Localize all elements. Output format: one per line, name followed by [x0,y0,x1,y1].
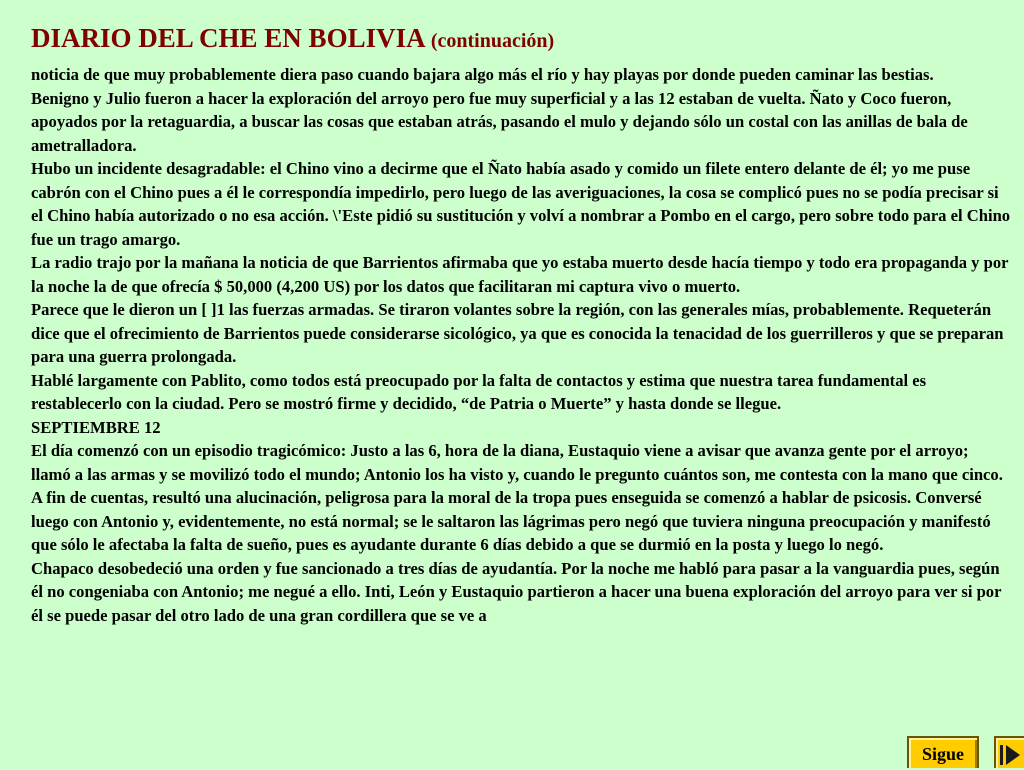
paragraph: Hablé largamente con Pablito, como todos está preocupado por la falta de contactos y estima que nuestra tarea fundamental es restablecerlo con la ciudad. Pero se mostró firme y decidido, “de Patria o Muerte” y hasta donde se llegue. [31,370,927,413]
skip-to-end-icon [996,738,1024,768]
paragraph: Hubo un incidente desagradable: el Chino vino a decirme que el Ñato había asado y comido un filete entero delante de él; yo me puse cabrón con el Chino pues a él le correspondía impedirlo, pero luego de las averiguaciones, la cosa se complicó pues no se podía precisar si el Chino había autorizado o no esa acción. \'Este pidió su sustitución y volví a nombrar a Pombo en el cargo, pero sobre todo para el Chino fue un trago amargo. [31,159,1011,249]
title-main: DIARIO DEL CHE EN BOLIVIA [31,23,425,53]
paragraph: Parece que le dieron un [ ]1 las fuerzas armadas. Se tiraron volantes sobre la región, con las generales mías, probablemente. Requeterán dice que el ofrecimiento de Barrientos puede considerarse sicológico, ya que es conocida la tenacidad de los guerrilleros y que se preparan para una guerra prolongada. [31,300,1004,366]
paragraph: La radio trajo por la mañana la noticia de que Barrientos afirmaba que yo estaba muerto desde hacía tiempo y todo era propaganda y por la noche la de que ofrecía $ 50,000 (4,200 US) por los datos que facilitaran mi captura vivo o muerto. [31,253,1009,296]
diary-text [31,63,1011,627]
next-button[interactable]: Sigue [907,736,979,768]
paragraph: noticia de que muy probablemente diera paso cuando bajara algo más el río y hay playas por donde pueden caminar las bestias. [31,65,934,84]
last-slide-button[interactable] [994,736,1024,768]
page-title [31,20,554,59]
paragraph: Benigno y Julio fueron a hacer la exploración del arroyo pero fue muy superficial y a las 12 estaban de vuelta. Ñato y Coco fueron, apoyados por la retaguardia, a buscar las cosas que estaban atrás, pasando el mulo y dejando sólo un costal con las anillas de bala de ametralladora. [31,88,968,155]
paragraph: El día comenzó con un episodio tragicómico: Justo a las 6, hora de la diana, Eustaquio viene a avisar que avanza gente por el arroyo; llamó a las armas y se movilizó todo el mundo; Antonio los ha visto y, cuando le pregunto cuántos son, me contesta con la mano que cinco. A fin de cuentas, resultó una alucinación, peligrosa para la moral de la tropa pues enseguida se comenzó a hablar de psicosis. Conversé luego con Antonio y, evidentemente, no está normal; se le saltaron las lágrimas pero negó que tuviera ninguna preocupación y manifestó que sólo le afectaba la falta de sueño, pues es ayudante durante 6 días debido a que se durmió en la posta y luego lo negó. [31,441,1003,554]
date-heading: SEPTIEMBRE 12 [31,417,161,437]
paragraph: Chapaco desobedeció una orden y fue sancionado a tres días de ayudantía. Por la noche me habló para pasar a la vanguardia pues, según él no congeniaba con Antonio; me negué a ello. Inti, León y Eustaquio partieron a hacer una buena exploración del arroyo para ver si por él se puede pasar del otro lado de una gran cordillera que se ve a [31,558,1002,625]
title-subtitle: (continuación) [430,30,555,52]
